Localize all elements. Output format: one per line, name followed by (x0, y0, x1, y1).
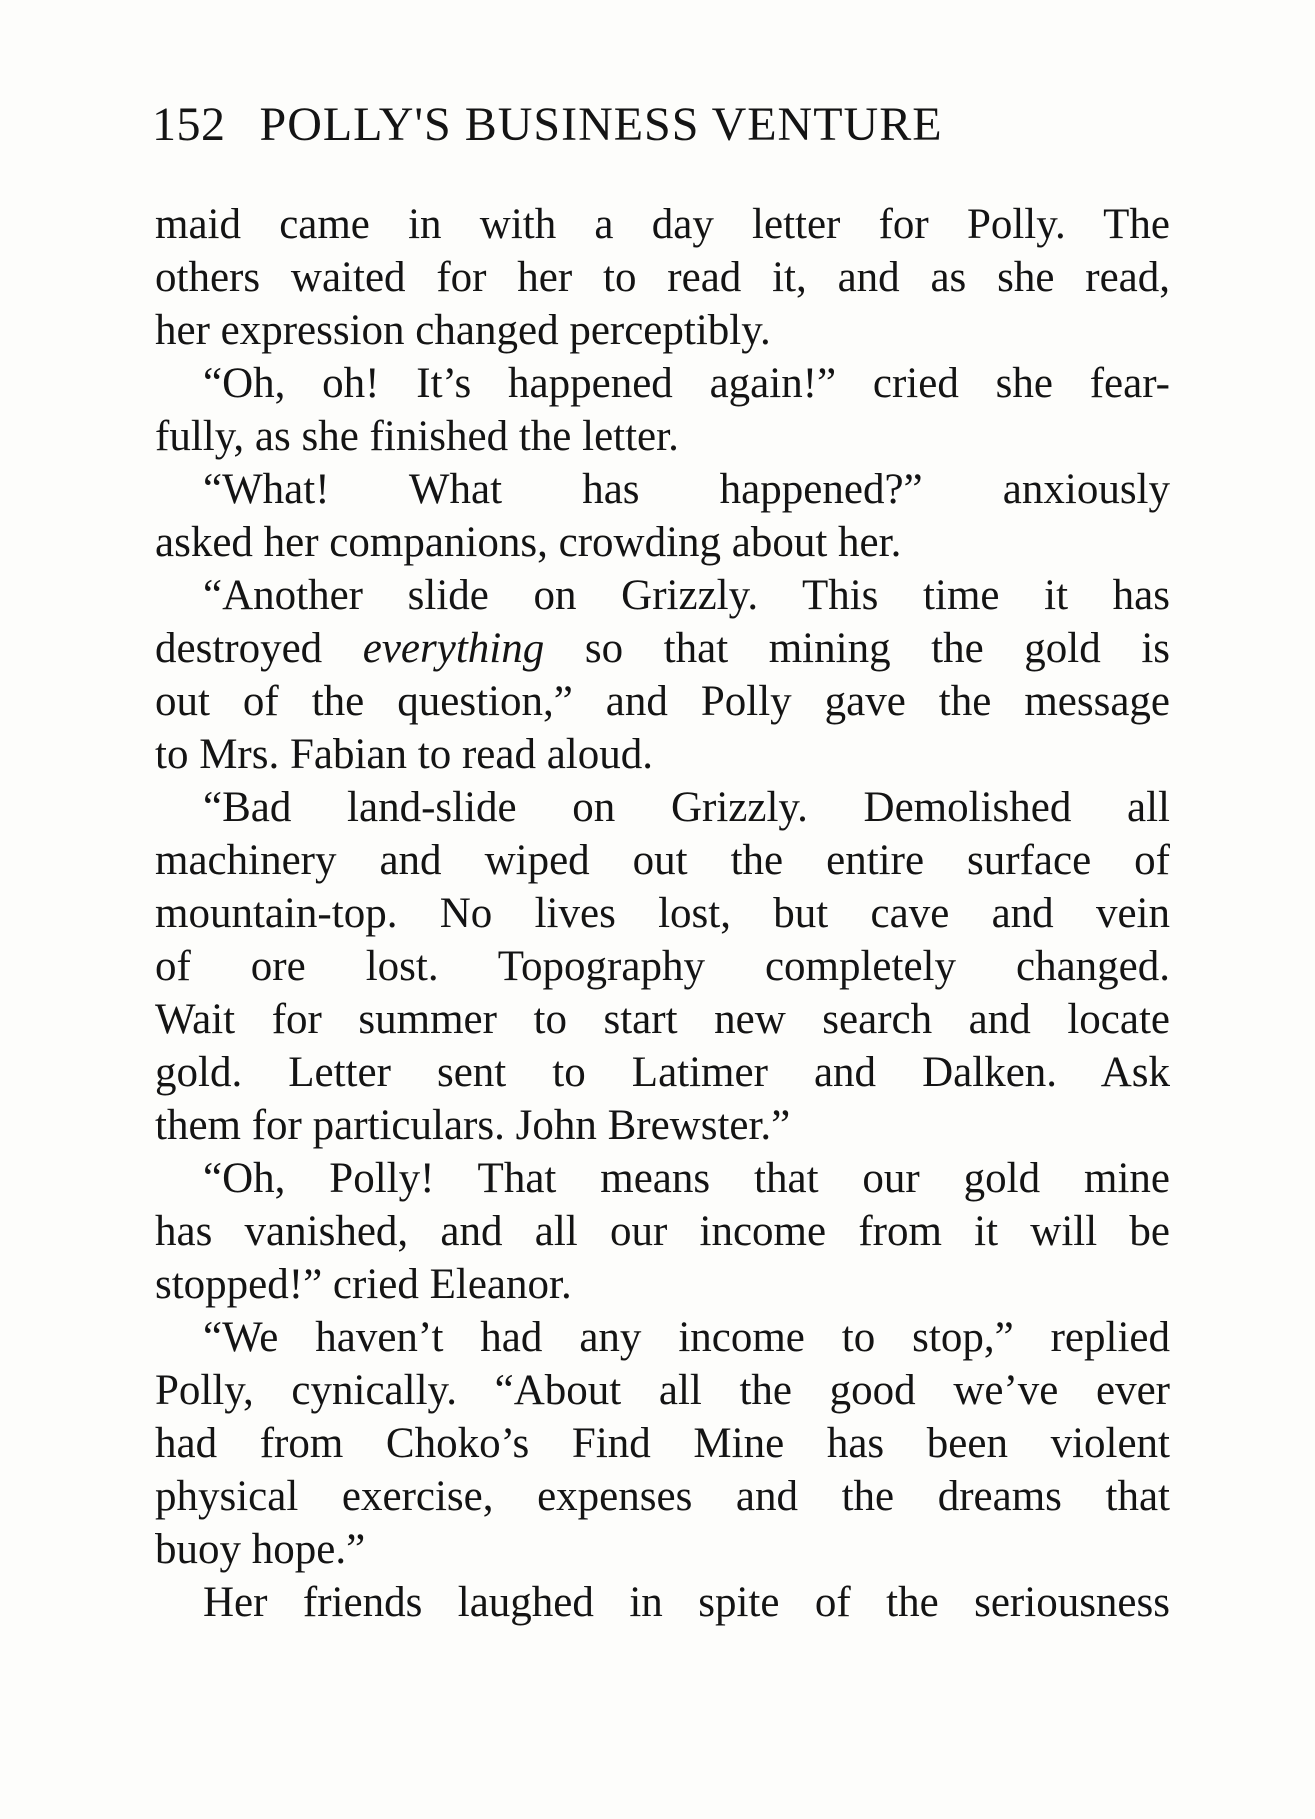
page-number: 152 (152, 98, 226, 151)
text-line: mountain-top. No lives lost, but cave and vein (155, 890, 1170, 937)
text-line: “Oh, Polly! That means that our gold mine (203, 1155, 1170, 1202)
text-line (155, 622, 1170, 675)
text-line: them for particulars. John Brewster.” (155, 1102, 791, 1149)
text-line: gold. Letter sent to Latimer and Dalken. Ask (155, 1049, 1170, 1096)
text-segment: so that mining the gold is (544, 625, 1170, 672)
text-line: physical exercise, expenses and the dreams that (155, 1473, 1170, 1520)
running-title: POLLY'S BUSINESS VENTURE (259, 98, 943, 151)
text-line: stopped!” cried Eleanor. (155, 1261, 572, 1308)
text-line: Polly, cynically. “About all the good we’ve ever (155, 1367, 1170, 1414)
text-line: others waited for her to read it, and as she read, (155, 254, 1170, 301)
text-line: “Another slide on Grizzly. This time it has (203, 572, 1170, 619)
text-line: had from Choko’s Find Mine has been violent (155, 1420, 1170, 1467)
text-line: asked her companions, crowding about her. (155, 519, 902, 566)
text-segment: destroyed (155, 625, 363, 672)
text-line: Wait for summer to start new search and locate (155, 996, 1170, 1043)
emphasized-word: everything (362, 625, 545, 672)
text-line: her expression changed perceptibly. (155, 307, 771, 354)
text-line: buoy hope.” (155, 1526, 366, 1573)
text-line: of ore lost. Topography completely changed. (155, 943, 1170, 990)
text-line: “Bad land-slide on Grizzly. Demolished all (203, 784, 1170, 831)
text-line: maid came in with a day letter for Polly. The (155, 201, 1170, 248)
text-line: fully, as she finished the letter. (155, 413, 679, 460)
text-line: machinery and wiped out the entire surface of (155, 837, 1170, 884)
text-line: “We haven’t had any income to stop,” replied (203, 1314, 1170, 1361)
text-line: “What! What has happened?” anxiously (203, 466, 1170, 513)
text-line: Her friends laughed in spite of the seriousness (203, 1579, 1170, 1626)
text-line: has vanished, and all our income from it will be (155, 1208, 1170, 1255)
text-line: out of the question,” and Polly gave the message (155, 678, 1170, 725)
text-line: to Mrs. Fabian to read aloud. (155, 731, 653, 778)
running-head (152, 95, 1172, 155)
body-text (155, 198, 1170, 1629)
text-line: “Oh, oh! It’s happened again!” cried she fear- (203, 360, 1170, 407)
